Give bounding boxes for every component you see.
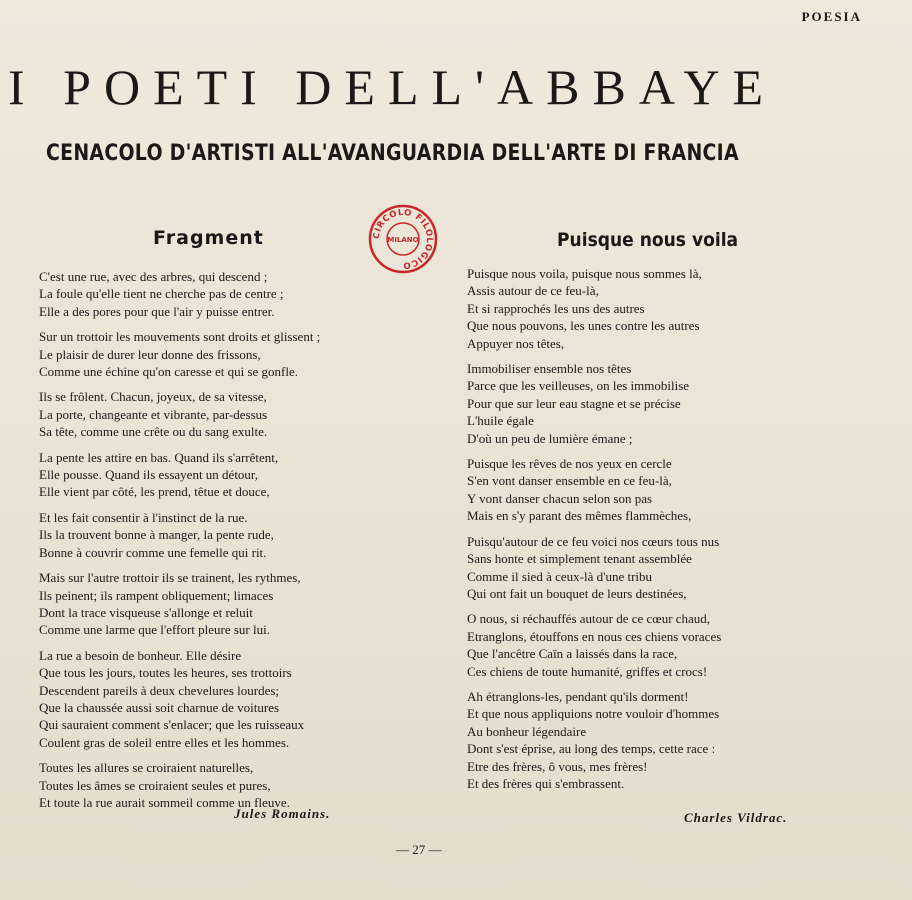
poem-line: C'est une rue, avec des arbres, qui descend ; [39, 269, 268, 284]
poem-line: La foule qu'elle tient ne cherche pas de centre ; [39, 286, 284, 302]
poem-line: La pente les attire en bas. Quand ils s'arrêtent, [39, 449, 279, 465]
poem-line: La rue a besoin de bonheur. Elle désire [39, 647, 242, 663]
poem-line: Et que nous appliquions notre vouloir d'hommes [467, 706, 720, 722]
stanza [467, 610, 867, 680]
poem-line: Que nous pouvons, les unes contre les autres [467, 318, 700, 334]
poem-line: Sans honte et simplement tenant assemblée [467, 551, 692, 567]
poem-line: Qui sauraient comment s'enlacer; que les ruisseaux [39, 717, 305, 733]
right-poem-author: Charles Vildrac. [684, 810, 788, 825]
stanza [39, 449, 389, 501]
poem-line: Y vont danser chacun selon son pas [467, 490, 653, 506]
poem-line: Qui ont fait un bouquet de leurs destinées, [467, 585, 687, 601]
poem-line: Le plaisir de durer leur donne des frissons, [39, 346, 261, 362]
poem-line: Toutes les âmes se croiraient seules et pures, [39, 777, 271, 793]
stanza [467, 360, 867, 447]
poem-line: Que l'ancêtre Caïn a laissés dans la race, [467, 646, 678, 662]
poem-line: Puisque les rêves de nos yeux en cercle [467, 456, 672, 472]
poem-line: Au bonheur légendaire [467, 723, 587, 739]
library-stamp-icon [367, 203, 439, 275]
poem-line: Mais en s'y parant des mêmes flammèches, [467, 508, 692, 524]
page-title: I POETI DELL'ABBAYE [8, 59, 777, 115]
poem-line: Elle a des pores pour que l'air y puisse entrer. [39, 303, 275, 319]
page-number: — 27 — [396, 842, 442, 857]
poem-line: Assis autour de ce feu-là, [467, 283, 599, 299]
poem-line: Bonne à couvrir comme une femelle qui rit. [39, 544, 267, 560]
stanza [39, 509, 389, 561]
left-poem-title: Fragment [153, 227, 264, 249]
poem-line: Que la chaussée aussi soit charnue de voitures [39, 699, 280, 715]
poem-line: O nous, si réchauffés autour de ce cœur chaud, [467, 611, 711, 627]
stanza [467, 265, 867, 352]
right-poem-title: Puisque nous voila [557, 229, 739, 251]
poem-line: Mais sur l'autre trottoir ils se trainent, les rythmes, [39, 570, 301, 586]
poem-line: Et des frères qui s'embrassent. [467, 775, 625, 791]
stanza [467, 455, 867, 525]
poem-line: Etranglons, étouffons en nous ces chiens voraces [467, 628, 722, 644]
poem-line: Comme il sied à ceux-là d'une tribu [467, 568, 653, 584]
poem-line: Sa tête, comme une crête ou du sang exulte. [39, 424, 268, 440]
poem-line: Ils la trouvent bonne à manger, la pente rude, [39, 527, 274, 543]
stanza [39, 569, 389, 639]
stamp-center-text: MILANO [387, 236, 419, 244]
left-poem-author: Jules Romains. [234, 806, 331, 821]
stanza [39, 647, 389, 751]
poem-line: Toutes les allures se croiraient naturelles, [39, 760, 254, 776]
stamp-ring-text: CIRCOLO FILOLOGICO [371, 207, 435, 271]
poem-line: Coulent gras de soleil entre elles et les hommes. [39, 734, 290, 750]
poem-line: Elle pousse. Quand ils essayent un détour, [39, 467, 258, 483]
running-head: POESIA [801, 9, 862, 24]
poem-line: Pour que sur leur eau stagne et se précise [467, 395, 681, 411]
stanza [39, 759, 389, 811]
poem-line: Et les fait consentir à l'instinct de la rue. [39, 509, 248, 525]
poem-line: Puisque nous voila, puisque nous sommes là, [467, 266, 702, 281]
poem-line: Etre des frères, ô vous, mes frères! [467, 758, 648, 774]
stanza [39, 388, 389, 440]
poem-line: Parce que les veilleuses, on les immobilise [467, 378, 690, 394]
stanza [467, 533, 867, 603]
poem-line: Dont s'est éprise, au long des temps, cette race : [467, 741, 716, 757]
poem-line: Ils se frôlent. Chacun, joyeux, de sa vitesse, [39, 389, 267, 405]
poem-line: Appuyer nos têtes, [467, 335, 565, 351]
left-poem-body [39, 268, 389, 819]
right-poem-body [467, 265, 867, 800]
poem-line: Descendent pareils à deux chevelures lourdes; [39, 682, 280, 698]
poem-line: Sur un trottoir les mouvements sont droits et glissent ; [39, 329, 321, 345]
poem-line: Que tous les jours, toutes les heures, ses trottoirs [39, 665, 292, 681]
stanza [39, 268, 389, 320]
stanza [467, 688, 867, 792]
poem-line: Comme une larme que l'effort pleure sur lui. [39, 622, 270, 638]
poem-line: Dont la trace visqueuse s'allonge et reluit [39, 604, 253, 620]
stanza [39, 328, 389, 380]
poem-line: Et si rapprochés les uns des autres [467, 300, 645, 316]
poem-line: S'en vont danser ensemble en ce feu-là, [467, 473, 672, 489]
poem-line: Puisqu'autour de ce feu voici nos cœurs tous nus [467, 533, 720, 549]
poem-line: Comme une échine qu'on caresse et qui se gonfle. [39, 364, 299, 380]
poem-line: L'huile égale [467, 413, 534, 429]
poem-line: Ces chiens de toute humanité, griffes et crocs! [467, 663, 708, 679]
poem-line: Immobiliser ensemble nos têtes [467, 361, 632, 377]
poem-line: Ils peinent; ils rampent obliquement; limaces [39, 587, 274, 603]
poem-line: D'où un peu de lumière émane ; [467, 430, 633, 446]
poem-line: Ah étranglons-les, pendant qu'ils dorment! [467, 688, 689, 704]
page-subtitle: CENACOLO D'ARTISTI ALL'AVANGUARDIA DELL'ARTE DI FRANCIA [46, 141, 739, 166]
poem-line: La porte, changeante et vibrante, par-dessus [39, 406, 268, 422]
poem-line: Et toute la rue aurait sommeil comme un fleuve. [39, 794, 290, 810]
poem-line: Elle vient par côté, les prend, têtue et douce, [39, 484, 270, 500]
